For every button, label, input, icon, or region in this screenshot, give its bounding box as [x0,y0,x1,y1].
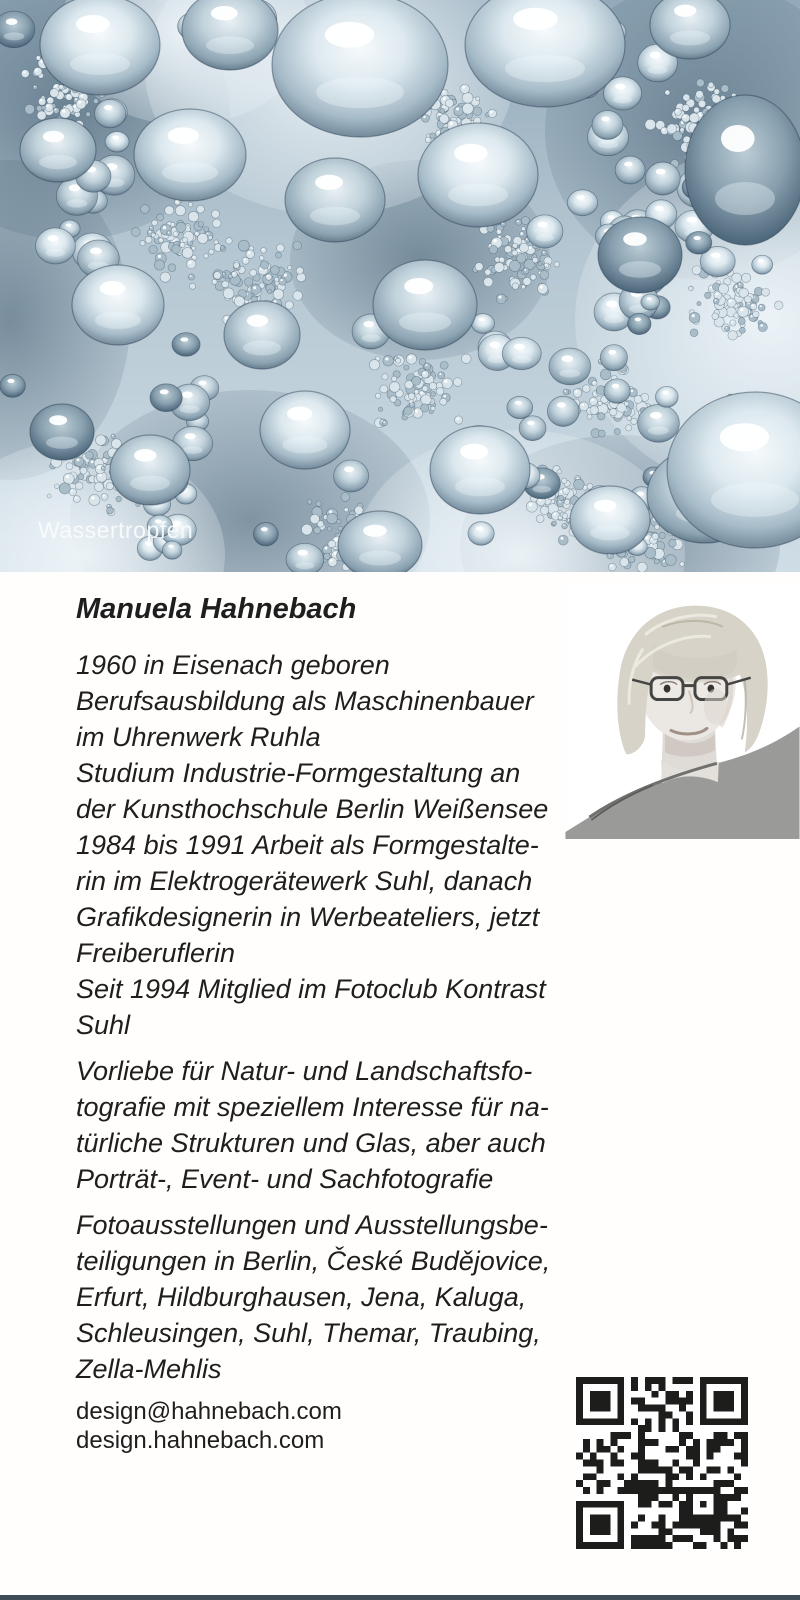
interests-paragraph [76,1053,549,1197]
text-line: Freiberuflerin [76,938,236,968]
bio-paragraph [76,647,549,1043]
text-line: Studium Industrie-Formgestaltung an [76,758,521,788]
text-line: teiligungen in Berlin, České Budějovice, [76,1246,551,1276]
text-line: tografie mit speziellem Interesse für na- [76,1092,549,1122]
text-line: im Uhrenwerk Ruhla [76,722,321,752]
text-line: 1960 in Eisenach geboren [76,650,390,680]
text-line: Grafikdesignerin in Werbeateliers, jetzt [76,902,540,932]
water-droplets-photo [0,0,800,572]
text-line: türliche Strukturen und Glas, aber auch [76,1128,546,1158]
portrait-photo [565,585,800,839]
text-line: Schleusingen, Suhl, Themar, Traubing, [76,1318,541,1348]
text-line: 1984 bis 1991 Arbeit als Formgestalte- [76,830,539,860]
text-line: Seit 1994 Mitglied im Fotoclub Kontrast [76,974,546,1004]
footer-bar [0,1595,800,1600]
text-line: Zella-Mehlis [76,1354,222,1384]
text-line: Vorliebe für Natur- und Landschaftsfo- [76,1056,533,1086]
website-text: design.hahnebach.com [76,1427,325,1454]
contact-block [76,1397,546,1455]
portrait-illustration [565,585,800,839]
qr-code [576,1377,748,1549]
text-line: Suhl [76,1010,131,1040]
text-line: rin im Elektrogerätewerk Suhl, danach [76,866,533,896]
text-line: Porträt-, Event- und Sachfotografie [76,1164,494,1194]
email-text: design@hahnebach.com [76,1398,342,1425]
text-line: Fotoausstellungen und Ausstellungsbe- [76,1210,548,1240]
bio-section [76,589,551,1455]
text-line: der Kunsthochschule Berlin Weißensee [76,794,549,824]
exhibitions-paragraph [76,1207,551,1387]
photo-caption: Wassertropfen [38,517,194,543]
text-line: Berufsausbildung als Maschinenbauer [76,686,534,716]
text-line: Erfurt, Hildburghausen, Jena, Kaluga, [76,1282,527,1312]
person-name: Manuela Hahnebach [76,593,357,625]
